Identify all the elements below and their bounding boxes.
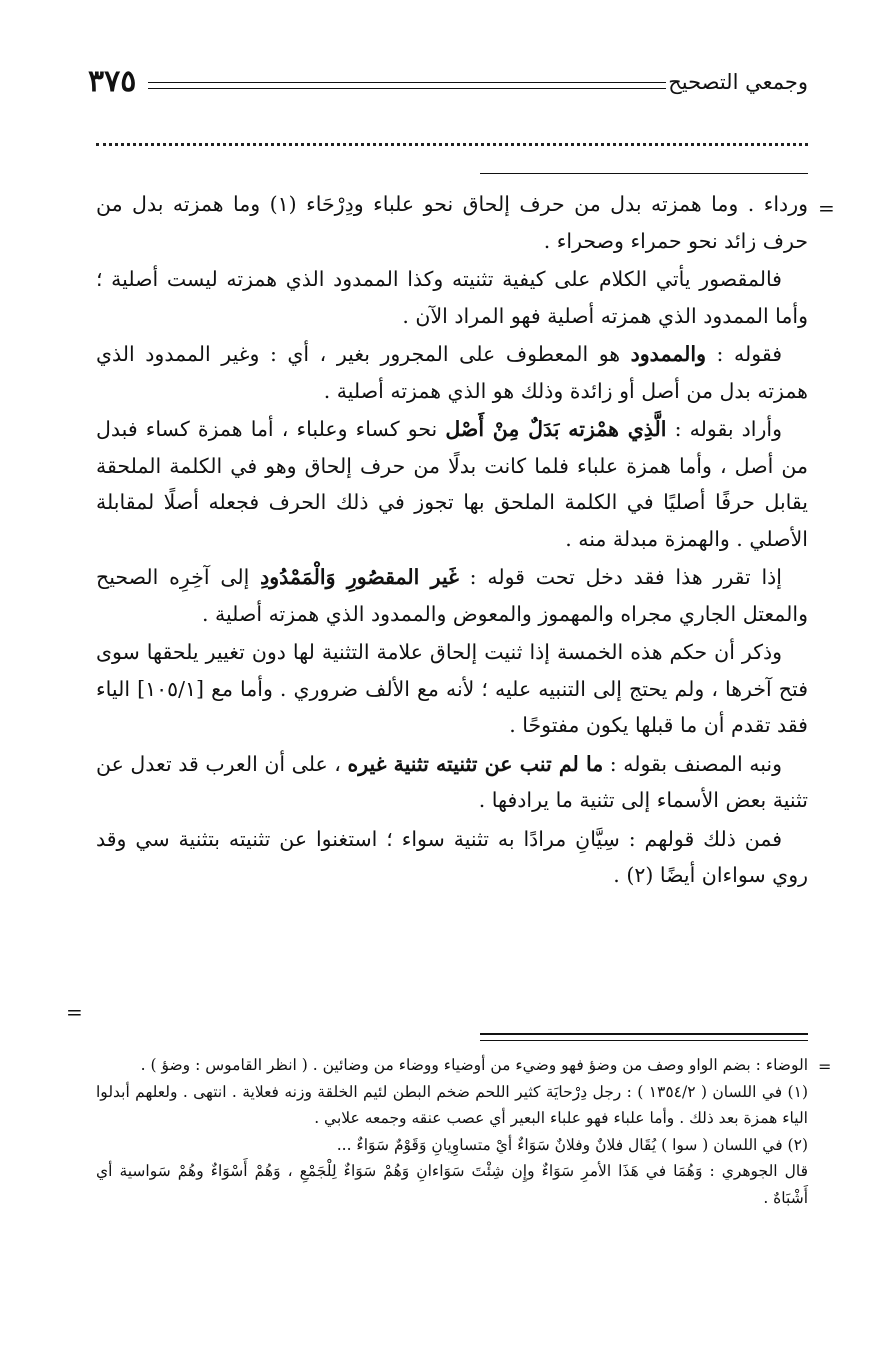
dotted-separator [96, 143, 808, 146]
footnote-continued: الوضاء : بضم الواو وصف من وضؤ فهو وضيء من أوضياء ووضاء من وضائين . ( انظر القاموس : وضؤ ) . [140, 1056, 808, 1074]
section-rule [480, 173, 808, 174]
paragraph-7-lead: ونبه المصنف بقوله : [603, 751, 782, 776]
quoted-text: ما لم تنب عن تثنيته تثنية غيره [347, 751, 604, 776]
paragraph-1: ورداء . وما همزته بدل من حرف إلحاق نحو علباء ودِرْحَاء (١) وما همزته بدل من حرف زائد نحو حمراء وصحراء . [96, 192, 808, 253]
paragraph-7 [96, 746, 808, 819]
page-number: ٣٧٥ [88, 64, 137, 99]
quoted-text: غَير المقصُورِ وَالْمَمْدُودِ [260, 565, 459, 589]
paragraph-8: فمن ذلك قولهم : سِيَّانِ مرادًا به تثنية سواء ؛ استغنوا عن تثنيته بتثنية سي وقد روي سواءان أيضًا (٢) . [96, 826, 808, 887]
quoted-term: والممدود [630, 342, 706, 366]
footnotes [96, 1052, 808, 1211]
quoted-text: الَّذِي همْزته بَدَلٌ مِنْ أَصْل [445, 417, 667, 441]
paragraph-3 [96, 336, 808, 409]
paragraph-2: فالمقصور يأتي الكلام على كيفية تثنيته وكذا الممدود الذي همزته ليست أصلية ؛ وأما الممدود الذي همزته أصلية فهو المراد الآن . [96, 267, 808, 328]
footnote-continuation-mark: = [818, 1057, 832, 1076]
paragraph-7-body: ، على أن العرب قد تعدل عن تثنية بعض الأسماء إلى تثنية ما يرادفها . [96, 751, 808, 812]
footnote-rule [480, 1033, 808, 1041]
continuation-mark-end: = [66, 1000, 83, 1024]
footnote-1: (١) في اللسان ( ١٣٥٤/٢ ) : رجل دِرْحايَة كثير اللحم ضخم البطن لئيم الخلقة وزنه فعلاية . انتهى . ولعلهم أبدلوا الياء همزة بعد ذلك . وأما علباء فهو علباء البعير أي عصب عنقه وجمعه علابي . [96, 1082, 808, 1127]
paragraph-4 [96, 411, 808, 557]
running-title: وجمعي التصحيح [668, 70, 808, 94]
paragraph-5 [96, 559, 808, 632]
paragraph-4-body: نحو كساء وعلباء ، أما همزة كساء فبدل من أصل ، وأما همزة علباء فلما كانت بدلًا من حرف إلحاق وهو في الكلمة الملحقة يقابل حرفًا أصليًا في الكلمة الملحق بها تجوز في ذلك الحرف فجعله أصلًا لمقابلة الأصلي . والهمزة مبدلة منه . [96, 417, 808, 551]
paragraph-5-lead: إذا تقرر هذا فقد دخل تحت قوله : [458, 565, 782, 589]
paragraph-3-lead: فقوله : [706, 342, 782, 366]
continuation-mark: = [818, 196, 835, 220]
page-header [88, 64, 808, 108]
main-text [96, 186, 808, 896]
paragraph-5-body: إلى آخِرِه الصحيح والمعتل الجاري مجراه والمهموز والمعوض والممدود الذي همزته أصلية . [96, 565, 808, 626]
header-rule [148, 82, 666, 89]
footnote-2-quote: قال الجوهري : وَهُمَا في هَذَا الأمرِ سَوَاءٌ وإِن شِئْتَ سَوَاءانِ وَهُمْ سَوَاءٌ لِلْجَمْعِ ، وَهُمْ أَسْوَاءٌ وهُمْ سَواسية أي أَشْبَاهٌ . [96, 1162, 808, 1207]
paragraph-6: وذكر أن حكم هذه الخمسة إذا ثنيت إلحاق علامة التثنية لها دون تغيير يلحقها سوى فتح آخرها ، ولم يحتج إلى التنبيه عليه ؛ لأنه مع الألف ضروري . وأما مع [١٠٥/١] الياء فقد تقدم أن ما قبلها يكون مفتوحًا . [96, 640, 808, 737]
paragraph-4-lead: وأراد بقوله : [666, 417, 782, 441]
paragraph-3-body: هو المعطوف على المجرور بغير ، أي : وغير الممدود الذي همزته بدل من أصل أو زائدة وذلك هو الذي همزته أصلية . [96, 342, 808, 403]
footnote-2: (٢) في اللسان ( سوا ) يُقَال فلانٌ وفلانٌ سَوَاءٌ أيْ متساوِيانِ وَقَوْمٌ سَوَاءٌ ... [336, 1135, 808, 1154]
